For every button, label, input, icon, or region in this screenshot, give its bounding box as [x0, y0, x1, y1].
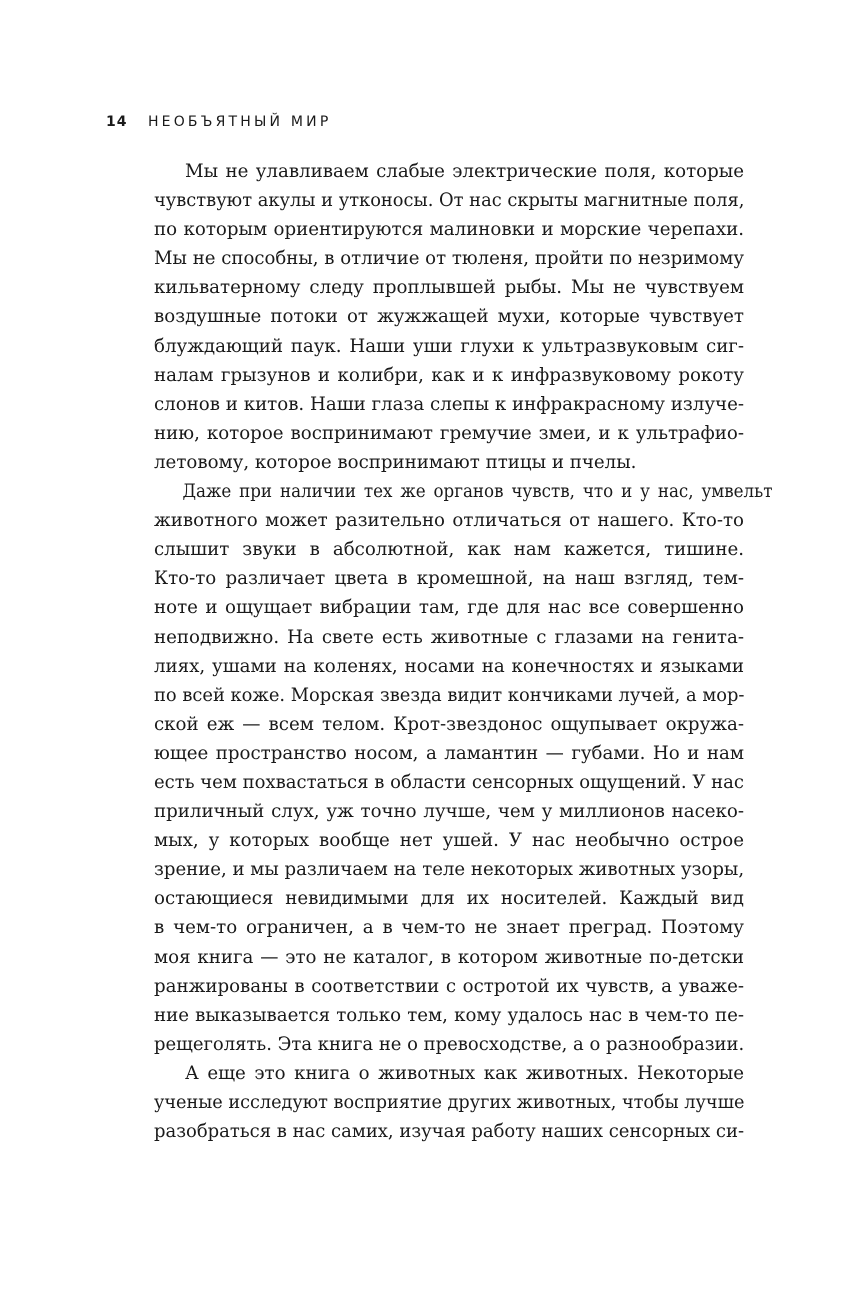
- text-line: Даже при наличии тех же органов чувств, что и у нас, умвельт: [182, 481, 773, 503]
- text-line: в чем-то ограничен, а в чем-то не знает преград. Поэтому: [154, 917, 744, 939]
- text-line: Мы не способны, в отличие от тюленя, пройти по незримому: [154, 248, 744, 270]
- book-title: НЕОБЪЯТНЫЙ МИР: [147, 114, 332, 130]
- text-line: блуждающий паук. Наши уши глухи к ультразвуковым сиг-: [154, 335, 744, 357]
- running-head: [106, 112, 331, 132]
- text-line: воздушные потоки от жужжащей мухи, которые чувствует: [154, 306, 744, 328]
- text-line: ющее пространство носом, а ламантин — губами. Но и нам: [154, 742, 744, 764]
- text-line: слышит звуки в абсолютной, как нам кажется, тишине.: [154, 539, 744, 561]
- text-line: зрение, и мы различаем на теле некоторых животных узоры,: [154, 859, 745, 881]
- page-number: 14: [106, 114, 128, 130]
- text-line: рещеголять. Эта книга не о превосходстве, а о разнообразии.: [154, 1033, 745, 1055]
- text-line: неподвижно. На свете есть животные с глазами на генита-: [154, 626, 744, 648]
- text-line: слонов и китов. Наши глаза слепы к инфракрасному излуче-: [154, 393, 744, 415]
- text-line: ученые исследуют восприятие других животных, чтобы лучше: [154, 1092, 745, 1113]
- text-line: остающиеся невидимыми для их носителей. Каждый вид: [154, 888, 744, 910]
- text-line: Мы не улавливаем слабые электрические поля, которые: [185, 161, 744, 182]
- text-line: разобраться в нас самих, изучая работу наших сенсорных си-: [154, 1121, 745, 1143]
- text-line: нию, которое воспринимают гремучие змеи, и к ультрафио-: [154, 422, 744, 444]
- text-line: по которым ориентируются малиновки и морские черепахи.: [154, 219, 744, 241]
- text-line: моя книга — это не каталог, в котором животные по-детски: [154, 946, 744, 968]
- text-line: Кто-то различает цвета в кромешной, на наш взгляд, тем-: [154, 568, 744, 590]
- text-line: ноте и ощущает вибрации там, где для нас все совершенно: [154, 597, 744, 619]
- text-line: А еще это книга о животных как животных. Некоторые: [185, 1062, 744, 1084]
- page-body: [154, 157, 773, 1146]
- text-line: мых, у которых вообще нет ушей. У нас необычно острое: [154, 830, 744, 852]
- text-line: кильватерному следу проплывшей рыбы. Мы не чувствуем: [154, 277, 744, 299]
- text-line: по всей коже. Морская звезда видит кончиками лучей, а мор-: [154, 684, 745, 706]
- text-line: чувствуют акулы и утконосы. От нас скрыты магнитные поля,: [154, 190, 745, 212]
- text-line: летовому, которое воспринимают птицы и пчелы.: [154, 451, 637, 473]
- text-line: налам грызунов и колибри, как и к инфразвуковому рокоту: [154, 364, 744, 386]
- text-line: приличный слух, уж точно лучше, чем у миллионов насеко-: [154, 801, 744, 823]
- text-line: ранжированы в соответствии с остротой их чувств, а уваже-: [154, 975, 744, 997]
- text-line: животного может разительно отличаться от нашего. Кто-то: [154, 510, 744, 532]
- text-line: ской еж — всем телом. Крот-звездонос ощупывает окружа-: [154, 713, 744, 735]
- text-line: ние выказывается только тем, кому удалось нас в чем-то пе-: [154, 1004, 744, 1026]
- text-line: есть чем похвастаться в области сенсорных ощущений. У нас: [154, 771, 744, 793]
- text-line: лиях, ушами на коленях, носами на конечностях и языками: [154, 655, 744, 677]
